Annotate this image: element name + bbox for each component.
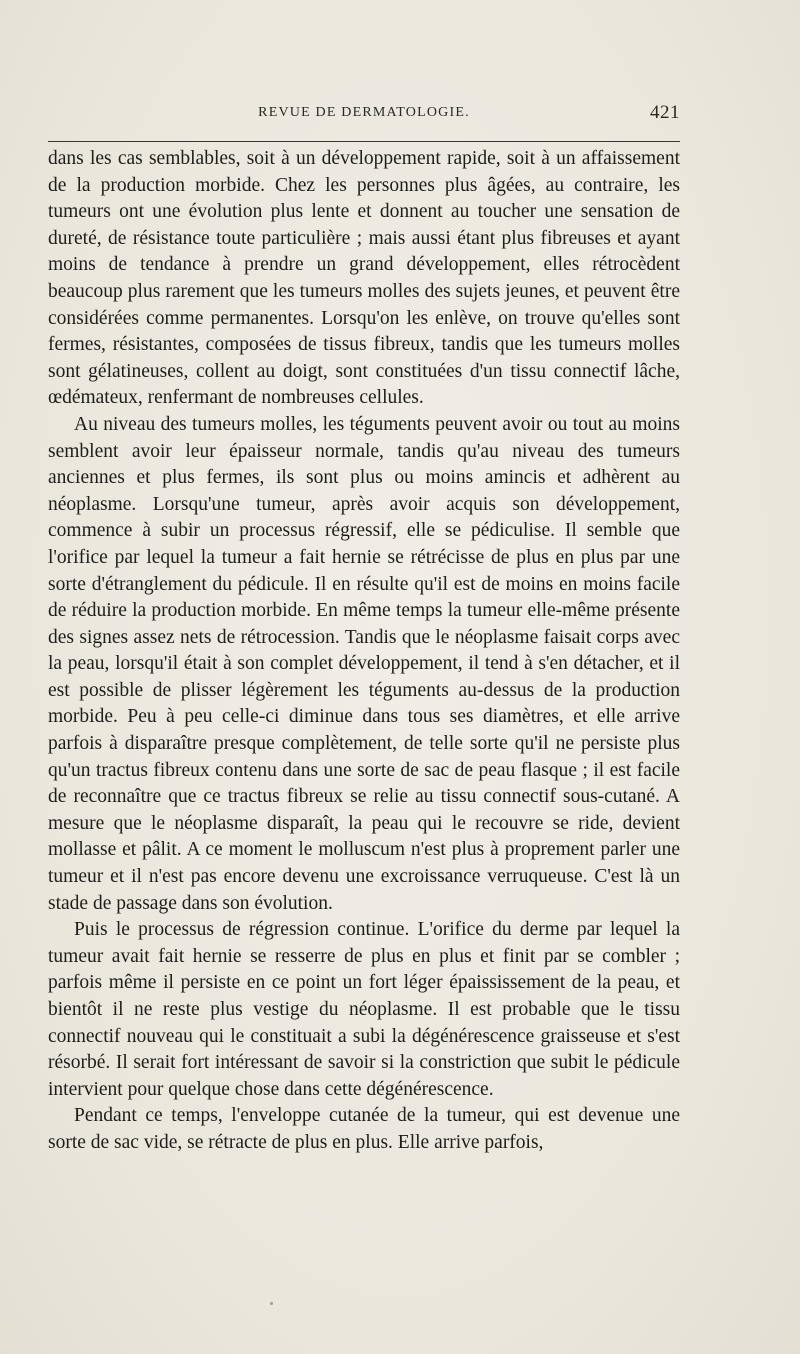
- paragraph-3: Puis le processus de régression continue. L'orifice du derme par lequel la tumeur avait fait hernie se resserre de plus en plus et finit par se combler ; parfois même il persiste en ce point un fort léger épaississement de la peau, et bientôt il ne reste plus vestige du néoplasme. Il est probable que le tissu connectif nouveau qui le constituait a subi la dégénérescence graisseuse et s'est résorbé. Il serait fort intéressant de savoir si la constriction que subit le pédicule intervient pour quelque chose dans cette dégénérescence.: [48, 919, 680, 1100]
- body-text: [48, 146, 680, 1157]
- header-rule: [48, 141, 680, 142]
- paper-speck: [270, 1302, 273, 1305]
- page-number: 421: [650, 102, 680, 123]
- paragraph-4: Pendant ce temps, l'enveloppe cutanée de la tumeur, qui est devenue une sorte de sac vide, se rétracte de plus en plus. Elle arrive parfois,: [48, 1105, 680, 1153]
- paragraph-2: Au niveau des tumeurs molles, les téguments peuvent avoir ou tout au moins semblent avoir leur épaisseur normale, tandis qu'au niveau des tumeurs anciennes et plus fermes, ils sont plus ou moins amincis et adhèrent au néoplasme. Lorsqu'une tumeur, après avoir acquis son développement, commence à subir un processus régressif, elle se pédiculise. Il semble que l'orifice par lequel la tumeur a fait hernie se rétrécisse de plus en plus par une sorte d'étranglement du pédicule. Il en résulte qu'il est de moins en moins facile de réduire la production morbide. En même temps la tumeur elle-même présente des signes assez nets de rétrocession. Tandis que le néoplasme faisait corps avec la peau, lorsqu'il était à son complet développement, il tend à s'en détacher, et il est possible de plisser légèrement les téguments au-dessus de la production morbide. Peu à peu celle-ci diminue dans tous ses diamètres, et elle arrive parfois à disparaître presque complètement, de telle sorte qu'il ne persiste plus qu'un tractus fibreux contenu dans une sorte de sac de peau flasque ; il est facile de reconnaître que ce tractus fibreux se relie au tissu connectif sous-cutané. A mesure que le néoplasme disparaît, la peau qui le recouvre se ride, devient mollasse et pâlit. A ce moment le molluscum n'est plus à proprement parler une tumeur et il n'est pas encore devenu une excroissance verruqueuse. C'est là un stade de passage dans son évolution.: [48, 413, 680, 914]
- running-title: REVUE DE DERMATOLOGIE.: [258, 105, 470, 120]
- running-head: [48, 102, 680, 129]
- paragraph-1: dans les cas semblables, soit à un développement rapide, soit à un affaissement de la production morbide. Chez les personnes plus âgées, au contraire, les tumeurs ont une évolution plus lente et donnent au toucher une sensation de dureté, de résistance toute particulière ; mais aussi étant plus fibreuses et ayant moins de tendance à prendre un grand développement, elles rétrocèdent beaucoup plus rarement que les tumeurs molles des sujets jeunes, et peuvent être considérées comme permanentes. Lorsqu'on les enlève, on trouve qu'elles sont fermes, résistantes, composées de tissus fibreux, tandis que les tumeurs molles sont gélatineuses, collent au doigt, sont constituées d'un tissu connectif lâche, œdémateux, renfermant de nombreuses cellules.: [48, 148, 680, 409]
